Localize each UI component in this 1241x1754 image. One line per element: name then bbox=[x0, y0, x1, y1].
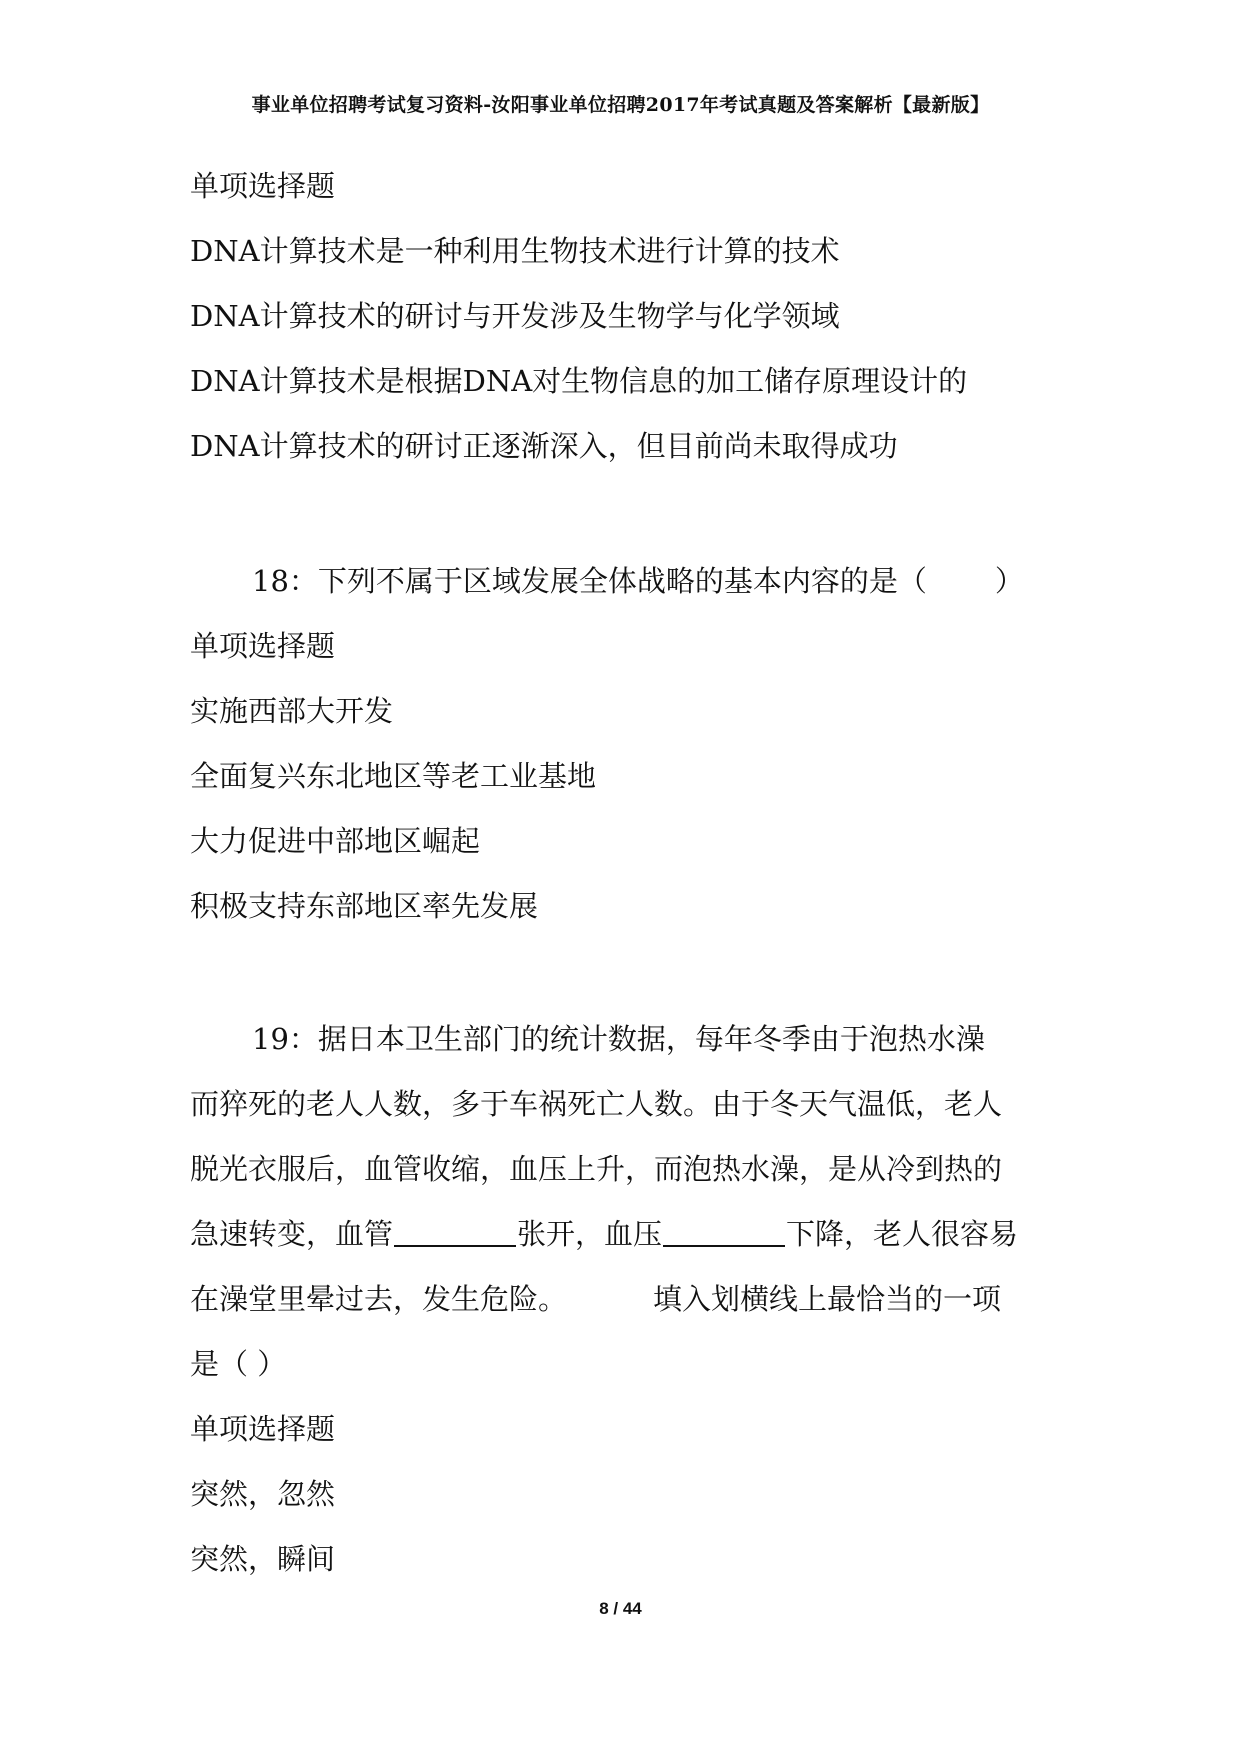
page-number: 8 / 44 bbox=[599, 1599, 642, 1618]
q18-type-label: 单项选择题 bbox=[190, 629, 336, 663]
q19-stem-line-4 bbox=[190, 1214, 1018, 1254]
q17-type-label: 单项选择题 bbox=[190, 169, 336, 203]
document-header: 事业单位招聘考试复习资料-汝阳事业单位招聘2017年考试真题及答案解析【最新版】 bbox=[251, 94, 990, 116]
q19-stem-line-2: 而猝死的老人人数，多于车祸死亡人数。由于冬天气温低，老人 bbox=[190, 1087, 1003, 1121]
q19-stem-line-4-part-c: 下降，老人很容易 bbox=[786, 1217, 1019, 1251]
q17-option-d: DNA计算技术的研讨正逐渐深入，但目前尚未取得成功 bbox=[190, 429, 898, 463]
fill-blank-1 bbox=[394, 1245, 516, 1247]
q18-option-a: 实施西部大开发 bbox=[190, 694, 394, 728]
q18-option-b: 全面复兴东北地区等老工业基地 bbox=[190, 759, 597, 793]
q19-stem-line-3: 脱光衣服后，血管收缩，血压上升，而泡热水澡，是从冷到热的 bbox=[190, 1152, 1003, 1186]
q19-stem-line-4-part-b: 张开，血压 bbox=[517, 1217, 663, 1251]
q18-stem-text: 18：下列不属于区域发展全体战略的基本内容的是（ bbox=[252, 564, 927, 598]
q19-stem-line-1: 19：据日本卫生部门的统计数据，每年冬季由于泡热水澡 bbox=[252, 1022, 985, 1056]
q17-option-b: DNA计算技术的研讨与开发涉及生物学与化学领域 bbox=[190, 299, 840, 333]
q17-option-c: DNA计算技术是根据DNA对生物信息的加工储存原理设计的 bbox=[190, 364, 968, 398]
q19-stem-line-5 bbox=[190, 1279, 1001, 1319]
q18-stem bbox=[252, 561, 1024, 601]
q19-stem-line-4-part-a: 急速转变，血管 bbox=[190, 1217, 394, 1251]
q19-type-label: 单项选择题 bbox=[190, 1412, 336, 1446]
fill-blank-2 bbox=[663, 1245, 785, 1247]
q18-option-c: 大力促进中部地区崛起 bbox=[190, 824, 481, 858]
q19-stem-line-5-part-b: 填入划横线上最恰当的一项 bbox=[653, 1282, 1002, 1316]
q19-stem-line-6: 是（ ） bbox=[190, 1347, 287, 1381]
q19-option-a: 突然，忽然 bbox=[190, 1477, 336, 1511]
q17-option-a: DNA计算技术是一种利用生物技术进行计算的技术 bbox=[190, 234, 840, 268]
q18-option-d: 积极支持东部地区率先发展 bbox=[190, 889, 539, 923]
q18-stem-close: ） bbox=[994, 564, 1024, 598]
q19-option-b: 突然，瞬间 bbox=[190, 1542, 336, 1576]
q19-stem-line-5-part-a: 在澡堂里晕过去，发生危险。 bbox=[190, 1282, 568, 1316]
